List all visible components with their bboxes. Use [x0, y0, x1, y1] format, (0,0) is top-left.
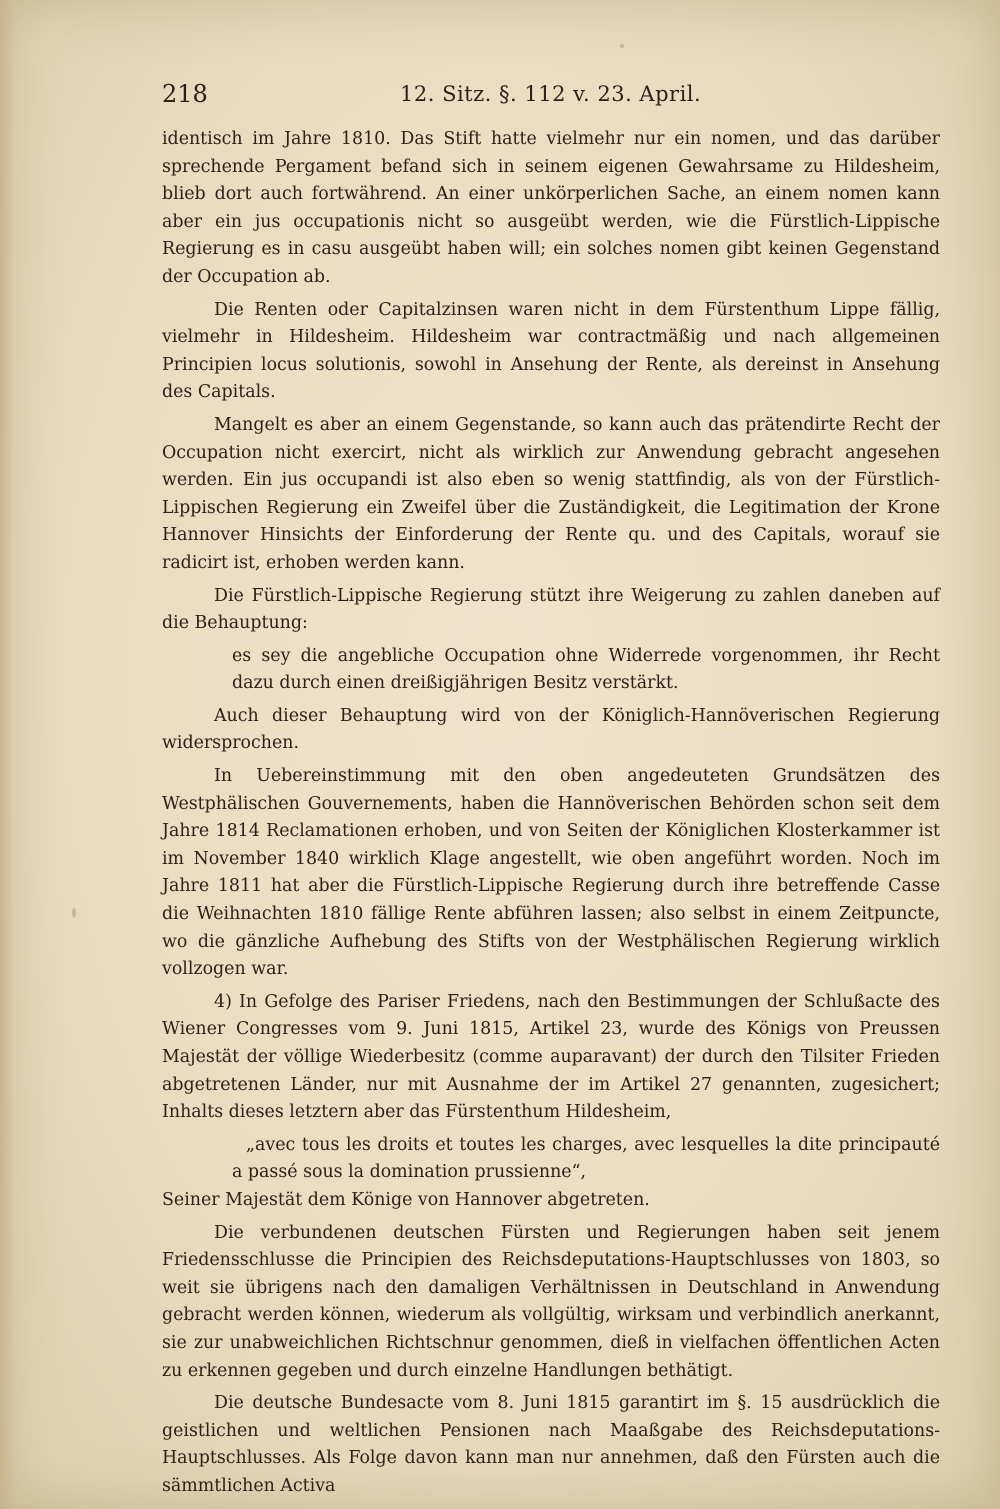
- paragraph: Die verbundenen deutschen Fürsten und Regierungen haben seit jenem Friedensschlusse die Principien des Reichsdeputations-Hauptschlusses von 1803, so weit sie übrigens nach den damaligen Verhältnissen in Deutschland in Anwendung gebracht werden können, wiederum als vollgültig, wirksam und verbindlich anerkannt, sie zur unabweichlichen Richtschnur genommen, dieß in vielfachen öffentlichen Acten zu erkennen gegeben und durch einzelne Handlungen bethätigt.: [162, 1222, 940, 1381]
- paper-speck: [620, 44, 624, 48]
- page-edge-shadow: [0, 0, 14, 1509]
- paragraph: In Uebereinstimmung mit den oben angedeuteten Grundsätzen des Westphälischen Gouvernements, haben die Hannöverischen Behörden schon seit dem Jahre 1814 Reclamationen erhoben, und von Seiten der Königlichen Klosterkammer ist im November 1840 wirklich Klage angestellt, wie oben angeführt worden. Noch im Jahre 1811 hat aber die Fürstlich-Lippische Regierung durch ihre betreffende Casse die Weihnachten 1810 fällige Rente abführen lassen; also selbst in einem Zeitpuncte, wo die gänzliche Aufhebung des Stifts von der Westphälischen Regierung wirklich vollzogen war.: [162, 766, 940, 980]
- paragraph: Die deutsche Bundesacte vom 8. Juni 1815 garantirt im §. 15 ausdrücklich die geistlichen und weltlichen Pensionen nach Maaßgabe des Reichsdeputations-Hauptschlusses. Als Folge davon kann man nur annehmen, daß den Fürsten auch die sämmtlichen Activa: [162, 1393, 940, 1496]
- paragraph: Die Renten oder Capitalzinsen waren nicht in dem Fürstenthum Lippe fällig, vielmehr in Hildesheim. Hildesheim war contractmäßig und nach allgemeinen Principien locus solutionis, sowohl in Ansehung der Rente, als dereinst in Ansehung des Capitals.: [162, 299, 940, 403]
- indented-claim: es sey die angebliche Occupation ohne Widerrede vorgenommen, ihr Recht dazu durch einen dreißigjährigen Besitz verstärkt.: [232, 645, 940, 694]
- french-quotation: „avec tous les droits et toutes les charges, avec lesquelles la dite principauté a passé sous la domination prussienne“,: [232, 1134, 940, 1183]
- paragraph: Auch dieser Behauptung wird von der Königlich-Hannöverischen Regierung widersprochen.: [162, 705, 940, 754]
- paragraph: Mangelt es aber an einem Gegenstande, so kann auch das prätendirte Recht der Occupation nicht exercirt, nicht als wirklich zur Anwendung gebracht angesehen werden. Ein jus occupandi ist also eben so wenig stattfindig, als von der Fürstlich-Lippischen Regierung ein Zweifel über die Zuständigkeit, die Legitimation der Krone Hannover Hinsichts der Einforderung der Rente qu. und des Capitals, worauf sie radicirt ist, erhoben werden kann.: [162, 414, 940, 573]
- body-text: [162, 126, 940, 1506]
- paragraph: identisch im Jahre 1810. Das Stift hatte vielmehr nur ein nomen, und das darüber sprechende Pergament befand sich in seinem eigenen Gewahrsame zu Hildesheim, blieb dort auch fortwährend. An einer unkörperlichen Sache, an einem nomen kann aber ein jus occupationis nicht so ausgeübt werden, wie die Fürstlich-Lippische Regierung es in casu ausgeübt haben will; ein solches nomen gibt keinen Gegenstand der Occupation ab.: [162, 129, 940, 287]
- paragraph: 4) In Gefolge des Pariser Friedens, nach den Bestimmungen der Schlußacte des Wiener Congresses vom 9. Juni 1815, Artikel 23, wurde des Königs von Preussen Majestät der völlige Wiederbesitz (comme auparavant) der durch den Tilsiter Frieden abgetretenen Länder, nur mit Ausnahme der im Artikel 27 genannten, zugesichert; Inhalts dieses letztern aber das Fürstenthum Hildesheim,: [162, 991, 940, 1123]
- page-header: [162, 80, 942, 114]
- paragraph: Seiner Majestät dem Könige von Hannover abgetreten.: [162, 1189, 650, 1210]
- running-head: 12. Sitz. §. 112 v. 23. April.: [400, 82, 702, 106]
- paragraph: Die Fürstlich-Lippische Regierung stützt ihre Weigerung zu zahlen daneben auf die Behauptung:: [162, 585, 940, 634]
- page-number: 218: [162, 80, 208, 108]
- paper-speck: [72, 908, 76, 918]
